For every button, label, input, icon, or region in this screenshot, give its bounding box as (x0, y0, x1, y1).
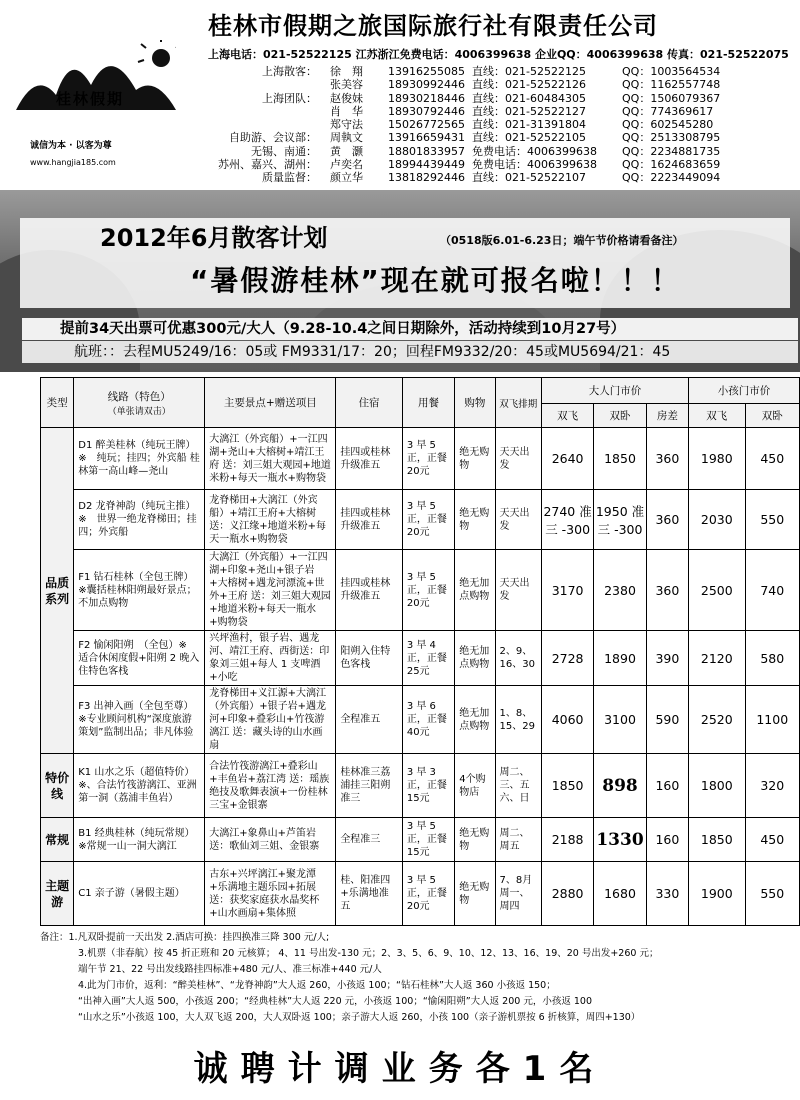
cell-sf: 4060 (541, 686, 593, 754)
staff-qq: QQ：1003564534 (622, 65, 721, 78)
cell-shop: 绝无加点购物 (455, 686, 495, 754)
cell-meal: 3 早 5 正，正餐15元 (402, 818, 454, 862)
cell-meal: 3 早 4 正，正餐25元 (402, 631, 454, 686)
cell-hotel: 挂四或桂林升级准五 (336, 490, 403, 550)
table-row (41, 686, 800, 754)
cell-route[interactable]: C1 亲子游（暑假主题） (74, 862, 205, 926)
staff-row (210, 92, 795, 105)
cell-sched: 天天出发 (495, 550, 541, 631)
cell-route[interactable]: F1 钻石桂林（全包王牌）※囊括桂林阳朔最好景点；不加点购物 (74, 550, 205, 631)
staff-row (210, 131, 795, 144)
cell-hotel: 阳朔入住特色客栈 (336, 631, 403, 686)
staff-mobile: 18801833957 (388, 144, 465, 158)
header-adult-fc: 房差 (646, 404, 688, 428)
cell-route[interactable]: B1 经典桂林（纯玩常规）※常规一山一洞大漓江 (74, 818, 205, 862)
cell-fc: 360 (646, 428, 688, 490)
cell-sights: 大漓江+象鼻山+芦笛岩 送：歌仙刘三姐、金银寨 (205, 818, 336, 862)
staff-group: 质量监督： (262, 171, 317, 185)
header-child-price: 小孩门市价 (689, 378, 800, 404)
cell-csw: 550 (745, 490, 800, 550)
plan-subtitle: （0518版6.01-6.23日；端午节价格请看备注） (440, 234, 684, 247)
cell-csw: 740 (745, 550, 800, 631)
staff-name: 卢奕名 (330, 158, 363, 172)
cell-csf: 2520 (689, 686, 745, 754)
table-row (41, 818, 800, 862)
header-adult-sf: 双飞 (541, 404, 593, 428)
staff-qq: QQ：2223449094 (622, 171, 721, 185)
cell-csf: 1850 (689, 818, 745, 862)
staff-qq: QQ：774369617 (622, 104, 714, 118)
promo-text: 提前34天出票可优惠300元/大人（9.28-10.4之间日期除外，活动持续到10月27号） (22, 318, 798, 340)
cell-shop: 绝无购物 (455, 428, 495, 490)
cell-sf: 3170 (541, 550, 593, 631)
header-adult-sw: 双卧 (594, 404, 646, 428)
cell-fc: 390 (646, 631, 688, 686)
category-cell: 主题游 (41, 862, 74, 926)
cell-meal: 3 早 3 正，正餐15元 (402, 754, 454, 818)
cell-csf: 1800 (689, 754, 745, 818)
staff-qq: QQ：1162557748 (622, 78, 721, 92)
recruit-banner: 诚聘计调业务各1名 (193, 1049, 607, 1089)
logo-slogan: 诚信为本 · 以客为尊 (30, 141, 112, 151)
cell-sw: 1890 (594, 631, 646, 686)
staff-line: 直线：021-31391804 (472, 118, 586, 132)
cell-sf: 2740 准三 -300 (541, 490, 593, 550)
cell-fc: 160 (646, 818, 688, 862)
staff-mobile: 18994439449 (388, 158, 465, 172)
cell-sched: 7、8月周一、周四 (495, 862, 541, 926)
cell-sw: 1950 准三 -300 (594, 490, 646, 550)
cell-sf: 2640 (541, 428, 593, 490)
staff-line: 直线：021-52522126 (472, 78, 586, 92)
header (0, 0, 800, 190)
cell-hotel: 桂、阳准四+乐满地准五 (336, 862, 403, 926)
table-row (41, 631, 800, 686)
header-adult-price: 大人门市价 (541, 378, 688, 404)
header-child-sf: 双飞 (689, 404, 745, 428)
staff-name: 徐 翔 (330, 65, 363, 78)
staff-mobile: 13916255085 (388, 65, 465, 78)
cell-csf: 2120 (689, 631, 745, 686)
cell-sights: 兴坪渔村，银子岩、遇龙河、靖江王府、西街送：印象刘三姐+每人 1 支啤酒+小吃 (205, 631, 336, 686)
staff-row (210, 105, 795, 118)
cell-sw: 2380 (594, 550, 646, 631)
cell-shop: 绝无购物 (455, 490, 495, 550)
staff-group: 苏州、嘉兴、湖州： (218, 158, 317, 172)
cell-meal: 3 早 5 正，正餐20元 (402, 490, 454, 550)
staff-line: 直线：021-60484305 (472, 91, 586, 105)
cell-sf: 1850 (541, 754, 593, 818)
table-row (41, 550, 800, 631)
flight-info: 航班：：去程MU5249/16：05或 FM9331/17：20；回程FM9332/20：45或MU5694/21：45 (22, 341, 798, 363)
staff-name: 周執文 (330, 131, 363, 145)
staff-qq: QQ：2234881735 (622, 144, 721, 158)
logo-title: 桂林假期 (56, 90, 125, 108)
cell-sched: 周二、周五 (495, 818, 541, 862)
logo (8, 10, 183, 167)
cell-sched: 天天出发 (495, 428, 541, 490)
cell-sights: 大漓江（外宾船）+一江四湖+尧山+大榕树+靖江王府 送：刘三姐大观园+地道米粉+每天一瓶水+购物袋 (205, 428, 336, 490)
header-schedule: 双飞排期 (495, 378, 541, 428)
cell-sw: 1850 (594, 428, 646, 490)
note-line: “出神入画”大人返 500，小孩返 200；“经典桂林”大人返 220 元，小孩返 100；“愉闲阳朔”大人返 200 元，小孩返 100 (40, 996, 592, 1007)
staff-row (210, 158, 795, 171)
header-type: 类型 (41, 378, 74, 428)
cell-csw: 450 (745, 428, 800, 490)
cell-fc: 160 (646, 754, 688, 818)
staff-qq: QQ：2513308795 (622, 131, 721, 145)
cell-csw: 550 (745, 862, 800, 926)
cell-shop: 绝无加点购物 (455, 550, 495, 631)
cell-sights: 合法竹筏游漓江+叠彩山+丰鱼岩+荔江湾 送：瑶族绝技及歌舞表演+一份桂林三宝+金银寨 (205, 754, 336, 818)
staff-group: 无锡、南通： (251, 144, 317, 158)
cell-fc: 360 (646, 550, 688, 631)
cell-sw: 3100 (594, 686, 646, 754)
staff-row (210, 171, 795, 184)
note-line: “山水之乐”小孩返 100，大人双飞返 200，大人双卧返 100；亲子游大人返 260，小孩 100（亲子游机票按 6 折核算，周四+130） (40, 1012, 641, 1023)
cell-shop: 4个购物店 (455, 754, 495, 818)
cell-sched: 2、9、16、30 (495, 631, 541, 686)
header-hotel: 住宿 (336, 378, 403, 428)
cell-route[interactable]: F3 出神入画（全包至尊）※专业顾问机构“深度旅游策划”监制出品；非凡体验 (74, 686, 205, 754)
staff-name: 肖 华 (330, 104, 363, 118)
staff-qq: QQ：1506079367 (622, 91, 721, 105)
staff-name: 黄 灏 (330, 144, 363, 158)
cell-sf: 2728 (541, 631, 593, 686)
cell-hotel: 挂四或桂林升级准五 (336, 550, 403, 631)
notes (40, 930, 800, 1026)
staff-name: 颜立华 (330, 171, 363, 185)
category-cell: 特价线 (41, 754, 74, 818)
cell-csw: 320 (745, 754, 800, 818)
staff-list (210, 65, 795, 185)
staff-line: 直线：021-52522105 (472, 131, 586, 145)
cell-sights: 龙脊梯田+大漓江（外宾船）+靖江王府+大榕树 送：义江缘+地道米粉+每天一瓶水+购物袋 (205, 490, 336, 550)
cell-sf: 2188 (541, 818, 593, 862)
staff-row (210, 145, 795, 158)
cell-shop: 绝无购物 (455, 818, 495, 862)
staff-row (210, 78, 795, 91)
cell-route[interactable]: D1 醉美桂林（纯玩王牌）※ 纯玩；挂四；外宾船 桂林第一高山峰—尧山 (74, 428, 205, 490)
cell-fc: 360 (646, 490, 688, 550)
note-line: 备注：1.凡双卧提前一天出发 2.酒店可换：挂四换准三降 300 元/人; (40, 932, 330, 943)
cell-csw: 1100 (745, 686, 800, 754)
table-row (41, 490, 800, 550)
staff-mobile: 15026772565 (388, 118, 465, 132)
cell-csf: 1900 (689, 862, 745, 926)
logo-url[interactable]: www.hangjia185.com (30, 158, 116, 167)
cell-hotel: 全程准五 (336, 686, 403, 754)
contact-bar: 上海电话：021-52522125 江苏浙江免费电话：4006399638 企业QQ：4006399638 传真：021-52522075 (208, 48, 789, 61)
cell-route[interactable]: D2 龙脊神韵（纯玩主推）※ 世界一绝龙脊梯田；挂四；外宾船 (74, 490, 205, 550)
plan-title: 2012年6月散客计划 (100, 224, 328, 252)
table-row (41, 862, 800, 926)
cell-meal: 3 早 5 正，正餐20元 (402, 862, 454, 926)
cell-route[interactable]: F2 愉闲阳朔 （全包）※ 适合休闲度假+阳朔 2 晚入住特色客栈 (74, 631, 205, 686)
staff-qq: QQ：1624683659 (622, 158, 721, 172)
note-line: 3.机票（非春航）按 45 折正班和 20 元核算； 4、11 号出发-130 元；2、3、5、6、9、10、12、13、16、19、20 号出发+260 元； (40, 948, 659, 959)
staff-mobile: 18930218446 (388, 91, 465, 105)
staff-row (210, 65, 795, 78)
staff-mobile: 13916659431 (388, 131, 465, 145)
staff-qq: QQ：602545280 (622, 118, 714, 132)
cell-sched: 1、8、15、29 (495, 686, 541, 754)
table-row (41, 428, 800, 490)
cell-meal: 3 早 5 正，正餐20元 (402, 428, 454, 490)
cell-sw: 1680 (594, 862, 646, 926)
staff-mobile: 18930992446 (388, 78, 465, 92)
cell-hotel: 桂林准三荔浦挂三阳朔准三 (336, 754, 403, 818)
table-row (41, 754, 800, 818)
cell-sched: 周二、三、五六、日 (495, 754, 541, 818)
cell-hotel: 全程准三 (336, 818, 403, 862)
category-cell: 常规 (41, 818, 74, 862)
staff-line: 直线：021-52522127 (472, 104, 586, 118)
cell-sw: 898 (594, 754, 646, 818)
cell-sw: 1330 (594, 818, 646, 862)
price-table (40, 377, 800, 926)
staff-row (210, 118, 795, 131)
cell-route[interactable]: K1 山水之乐（超值特价）※、合法竹筏游漓江、亚洲第一洞（荔浦丰鱼岩） (74, 754, 205, 818)
header-sights: 主要景点+赠送项目 (205, 378, 336, 428)
staff-line: 直线：021-52522125 (472, 65, 586, 78)
staff-line: 直线：021-52522107 (472, 171, 586, 185)
cell-sights: 龙脊梯田+义江源+大漓江（外宾船）+银子岩+遇龙河+印象+叠彩山+竹筏游漓江 送：藏头诗的山水画扇 (205, 686, 336, 754)
slogan: “暑假游桂林”现在就可报名啦！！！ (190, 264, 681, 297)
note-line: 4.此为门市价，返利：“醉美桂林”、“龙脊神韵”大人返 260，小孩返 100；“钻石桂林”大人返 360 小孩返 150； (40, 980, 556, 991)
staff-name: 郑守法 (330, 118, 363, 132)
cell-hotel: 挂四或桂林升级准五 (336, 428, 403, 490)
category-cell: 品质系列 (41, 428, 74, 754)
header-shop: 购物 (455, 378, 495, 428)
cell-csw: 580 (745, 631, 800, 686)
cell-csw: 450 (745, 818, 800, 862)
cell-csf: 1980 (689, 428, 745, 490)
staff-name: 张美容 (330, 78, 363, 92)
cell-csf: 2500 (689, 550, 745, 631)
cell-fc: 590 (646, 686, 688, 754)
staff-mobile: 13818292446 (388, 171, 465, 185)
cell-sf: 2880 (541, 862, 593, 926)
cell-meal: 3 早 6 正，正餐40元 (402, 686, 454, 754)
staff-group: 上海团队： (262, 91, 317, 105)
staff-name: 赵俊妹 (330, 91, 363, 105)
cell-sights: 古东+兴坪漓江+聚龙潭+乐满地主题乐园+拓展送：获奖家庭获水晶奖杯+山水画扇+集体照 (205, 862, 336, 926)
header-route: 线路（特色） （单张请双击） (74, 378, 205, 428)
cell-sched: 天天出发 (495, 490, 541, 550)
staff-mobile: 18930792446 (388, 104, 465, 118)
cell-fc: 330 (646, 862, 688, 926)
staff-line: 免费电话：4006399638 (472, 144, 597, 158)
staff-group: 上海散客： (262, 65, 317, 78)
staff-group: 自助游、会议部： (229, 131, 317, 145)
cell-csf: 2030 (689, 490, 745, 550)
cell-meal: 3 早 5 正，正餐20元 (402, 550, 454, 631)
header-child-sw: 双卧 (745, 404, 800, 428)
header-meal: 用餐 (402, 378, 454, 428)
cell-shop: 绝无购物 (455, 862, 495, 926)
note-line: 端午节 21、22 号出发线路挂四标准+480 元/人、准三标准+440 元/人 (40, 964, 382, 975)
cell-sights: 大漓江（外宾船）+一江四湖+印象+尧山+银子岩+大榕树+遇龙河漂流+世外+王府 送：刘三姐大观园+地道米粉+每天一瓶水+购物袋 (205, 550, 336, 631)
company-name: 桂林市假期之旅国际旅行社有限责任公司 (208, 12, 658, 40)
staff-line: 免费电话：4006399638 (472, 158, 597, 172)
cell-shop: 绝无加点购物 (455, 631, 495, 686)
